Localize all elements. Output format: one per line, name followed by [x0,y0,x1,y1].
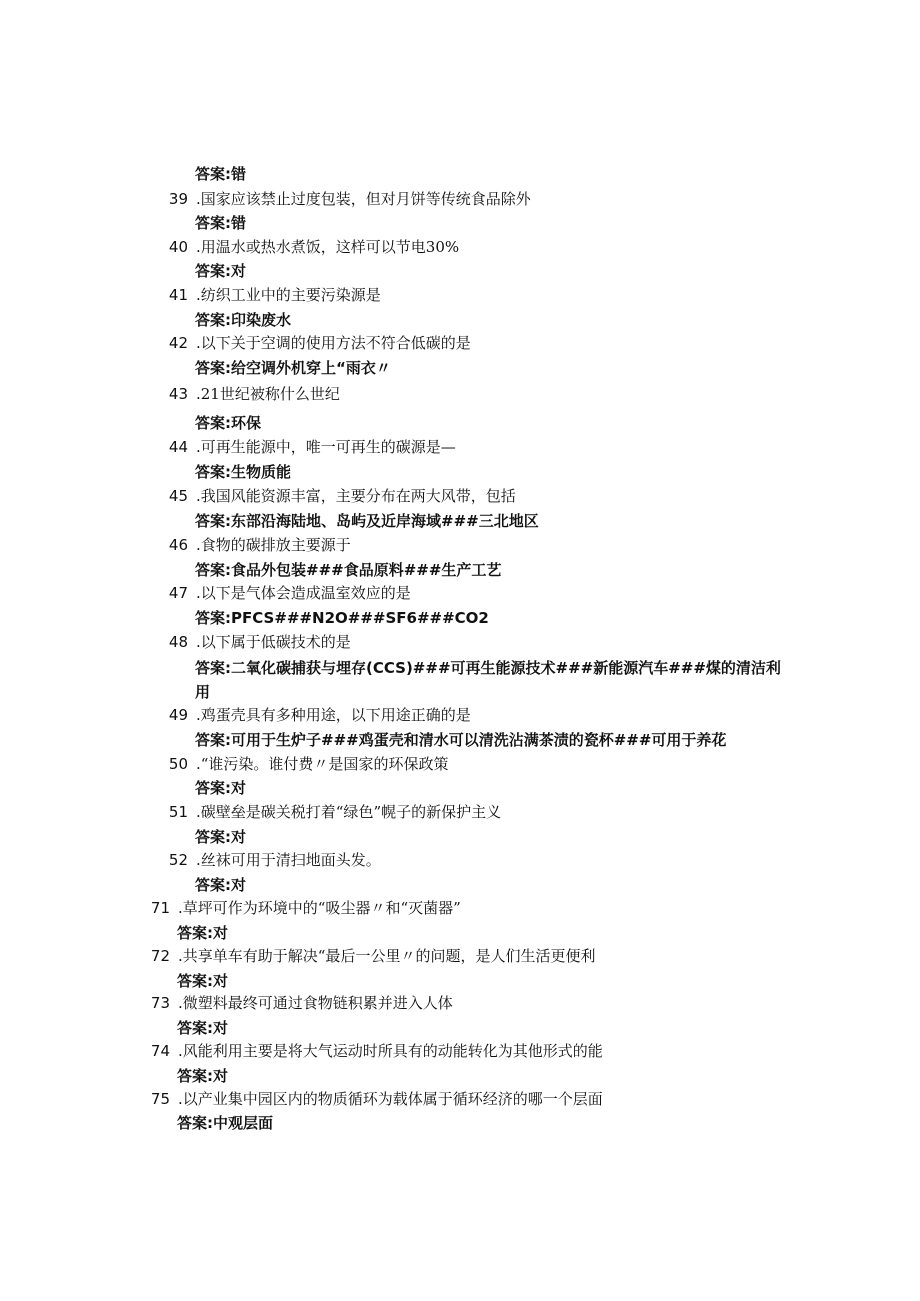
question-text: .食物的碳排放主要源于 [196,536,351,554]
answer-prefix: 答案: [195,876,231,894]
question-number: 73 [150,994,170,1012]
answer-line [195,358,391,378]
answer-value: 中观层面 [213,1114,274,1132]
question-item [140,237,880,257]
question-item [122,946,880,966]
question-number: 43 [168,385,188,403]
answer-line [177,923,228,943]
question-text: .纺织工业中的主要污染源是 [196,286,381,304]
question-text: .以产业集中园区内的物质循环为载体属于循环经济的哪一个层面 [178,1090,603,1108]
answer-prefix: 答案: [177,1114,213,1132]
question-number: 44 [168,438,188,456]
answer-value: 对 [231,262,247,280]
answer-prefix: 答案: [195,414,231,432]
question-item [140,850,880,870]
question-item [122,993,880,1013]
question-number: 39 [168,190,188,208]
question-text: .共享单车有助于解决“最后一公里〃的问题，是人们生活更便利 [178,947,596,965]
question-number: 45 [168,487,188,505]
question-item [122,1041,880,1061]
answer-prefix: 答案: [195,165,231,183]
question-text: .国家应该禁止过度包装，但对月饼等传统食品除外 [196,190,531,208]
answer-value: 生物质能 [231,463,292,481]
question-number: 71 [150,899,170,917]
question-item [140,754,880,774]
question-text: .我国风能资源丰富，主要分布在两大风带，包括 [196,487,516,505]
answer-line [195,310,291,330]
answer-value: 对 [213,1067,229,1085]
question-text: .微塑料最终可通过食物链积累并进入人体 [178,994,453,1012]
question-item [140,384,880,404]
question-item [140,486,880,506]
question-number: 46 [168,536,188,554]
question-text: .可再生能源中，唯一可再生的碳源是— [196,438,456,456]
answer-prefix: 答案: [195,561,231,579]
question-text: .用温水或热水煮饭，这样可以节电30% [196,238,460,256]
answer-line [195,730,726,750]
answer-value: 环保 [231,414,262,432]
question-text: .丝袜可用于清扫地面头发。 [196,851,381,869]
answer-line [195,827,246,847]
question-number: 51 [168,803,188,821]
answer-value: 食品外包装###食品原料###生产工艺 [231,561,502,579]
answer-value: PFCS###N2O###SF6###CO2 [231,609,489,627]
answer-line [195,875,246,895]
question-number: 49 [168,706,188,724]
answer-value: 对 [213,924,229,942]
question-item [122,1089,880,1109]
question-number: 52 [168,851,188,869]
answer-line [177,1018,228,1038]
question-text: .以下属于低碳技术的是 [196,633,351,651]
answer-value: 可用于生炉子###鸡蛋壳和清水可以清洗沾满茶渍的瓷杯###可用于养花 [231,731,727,749]
question-text: .以下是气体会造成温室效应的是 [196,584,411,602]
answer-prefix: 答案: [177,1067,213,1085]
question-text: .风能利用主要是将大气运动时所具有的动能转化为其他形式的能 [178,1042,603,1060]
question-item [140,189,880,209]
question-item [140,285,880,305]
question-text: .21世纪被称什么世纪 [196,385,340,403]
answer-line [195,656,795,704]
question-number: 48 [168,633,188,651]
answer-line [195,560,501,580]
question-number: 47 [168,584,188,602]
answer-prefix: 答案: [195,659,231,677]
question-text: .草坪可作为环境中的“吸尘器〃和“灭菌器” [178,899,461,917]
question-number: 42 [168,334,188,352]
answer-line [177,1113,273,1133]
answer-value: 印染废水 [231,311,292,329]
question-number: 41 [168,286,188,304]
answer-value: 对 [231,876,247,894]
answer-prefix: 答案: [177,1019,213,1037]
answer-prefix: 答案: [195,828,231,846]
question-number: 75 [150,1090,170,1108]
answer-value: 给空调外机穿上“雨衣〃 [231,359,391,377]
answer-prefix: 答案: [195,262,231,280]
answer-prefix: 答案: [195,463,231,481]
answer-value: 东部沿海陆地、岛屿及近岸海域###三北地区 [231,512,539,530]
answer-value: 错 [231,165,247,183]
answer-line [195,462,291,482]
answer-line [177,1066,228,1086]
answer-prefix: 答案: [195,609,231,627]
question-number: 72 [150,947,170,965]
question-text: .“谁污染。谁付费〃是国家的环保政策 [196,755,449,773]
answer-line [195,778,246,798]
question-item [140,535,880,555]
answer-prefix: 答案: [177,924,213,942]
question-item [140,583,880,603]
answer-line [195,608,489,628]
answer-prefix: 答案: [195,359,231,377]
answer-value: 对 [231,828,247,846]
question-item [122,898,880,918]
question-text: .鸡蛋壳具有多种用途，以下用途正确的是 [196,706,471,724]
answer-line [195,213,246,233]
question-text: .以下关于空调的使用方法不符合低碳的是 [196,334,471,352]
leading-answer [195,164,246,184]
answer-line [195,511,539,531]
answer-prefix: 答案: [195,311,231,329]
answer-prefix: 答案: [195,779,231,797]
question-item [140,705,880,725]
question-number: 74 [150,1042,170,1060]
answer-prefix: 答案: [195,731,231,749]
answer-prefix: 答案: [195,512,231,530]
answer-line [177,971,228,991]
question-number: 40 [168,238,188,256]
question-item [140,333,880,353]
question-item [140,632,880,652]
answer-value: 对 [213,1019,229,1037]
question-number: 50 [168,755,188,773]
answer-value: 对 [231,779,247,797]
question-item [140,437,880,457]
question-item [140,802,880,822]
answer-line [195,261,246,281]
answer-line [195,413,261,433]
answer-value: 对 [213,972,229,990]
answer-value: 错 [231,214,247,232]
answer-prefix: 答案: [177,972,213,990]
answer-value: 二氧化碳捕获与埋存(CCS)###可再生能源技术###新能源汽车###煤的清洁利用 [195,659,781,701]
answer-prefix: 答案: [195,214,231,232]
question-text: .碳壁垒是碳关税打着“绿色”幌子的新保护主义 [196,803,502,821]
